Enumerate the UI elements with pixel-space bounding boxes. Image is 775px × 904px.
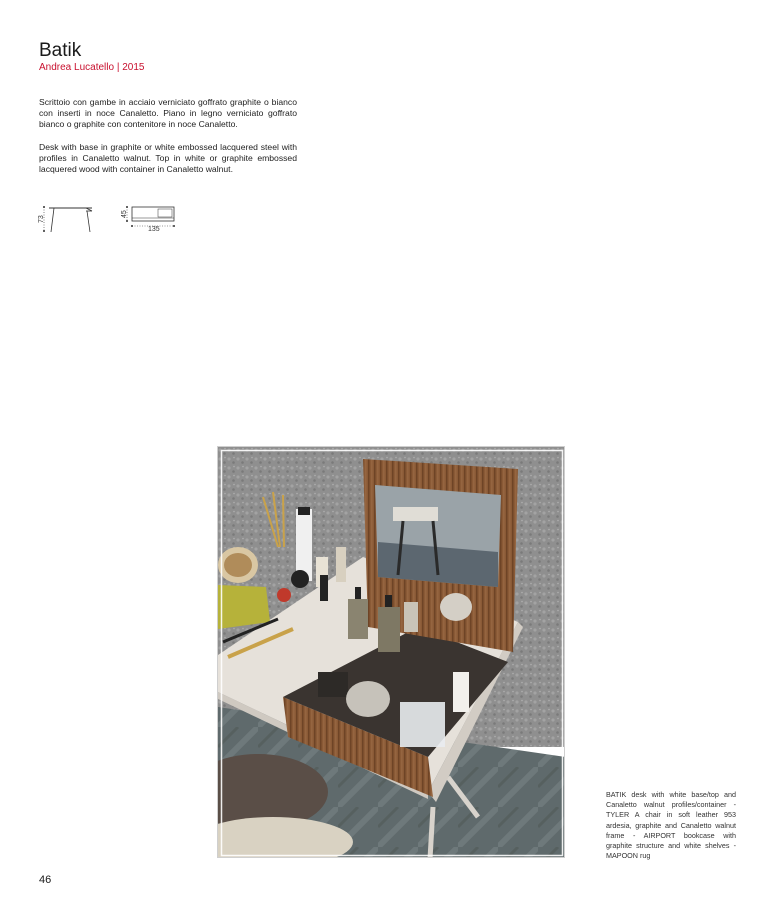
side-view-diagram [34,202,98,236]
top-view-diagram [118,202,180,236]
page-number: 46 [39,874,52,886]
dim-depth-label: 45 [121,210,128,218]
description-english: Desk with base in graphite or white embossed lacquered steel with profiles in Canaletto walnut. Top in white or graphite embossed lacquered wood with container in Canaletto walnut. [39,142,297,175]
photo-caption: BATIK desk with white base/top and Canaletto walnut profiles/container - TYLER A chair in soft leather 953 ardesia, graphite and Canaletto walnut frame - AIRPORT bookcase with graphite structure and white shelves - MAPOON rug [606,790,736,861]
designer-year: Andrea Lucatello | 2015 [39,62,145,73]
description-italian: Scrittoio con gambe in acciaio verniciato goffrato graphite o bianco con inserti in noce Canaletto. Piano in legno verniciato goffrato bianco o graphite con contenitore in noce Canaletto. [39,97,297,130]
product-photo [217,446,565,858]
dim-width-label: 135 [148,226,160,233]
dim-height-label: 73 [38,215,45,223]
product-title: Batik [39,40,82,61]
